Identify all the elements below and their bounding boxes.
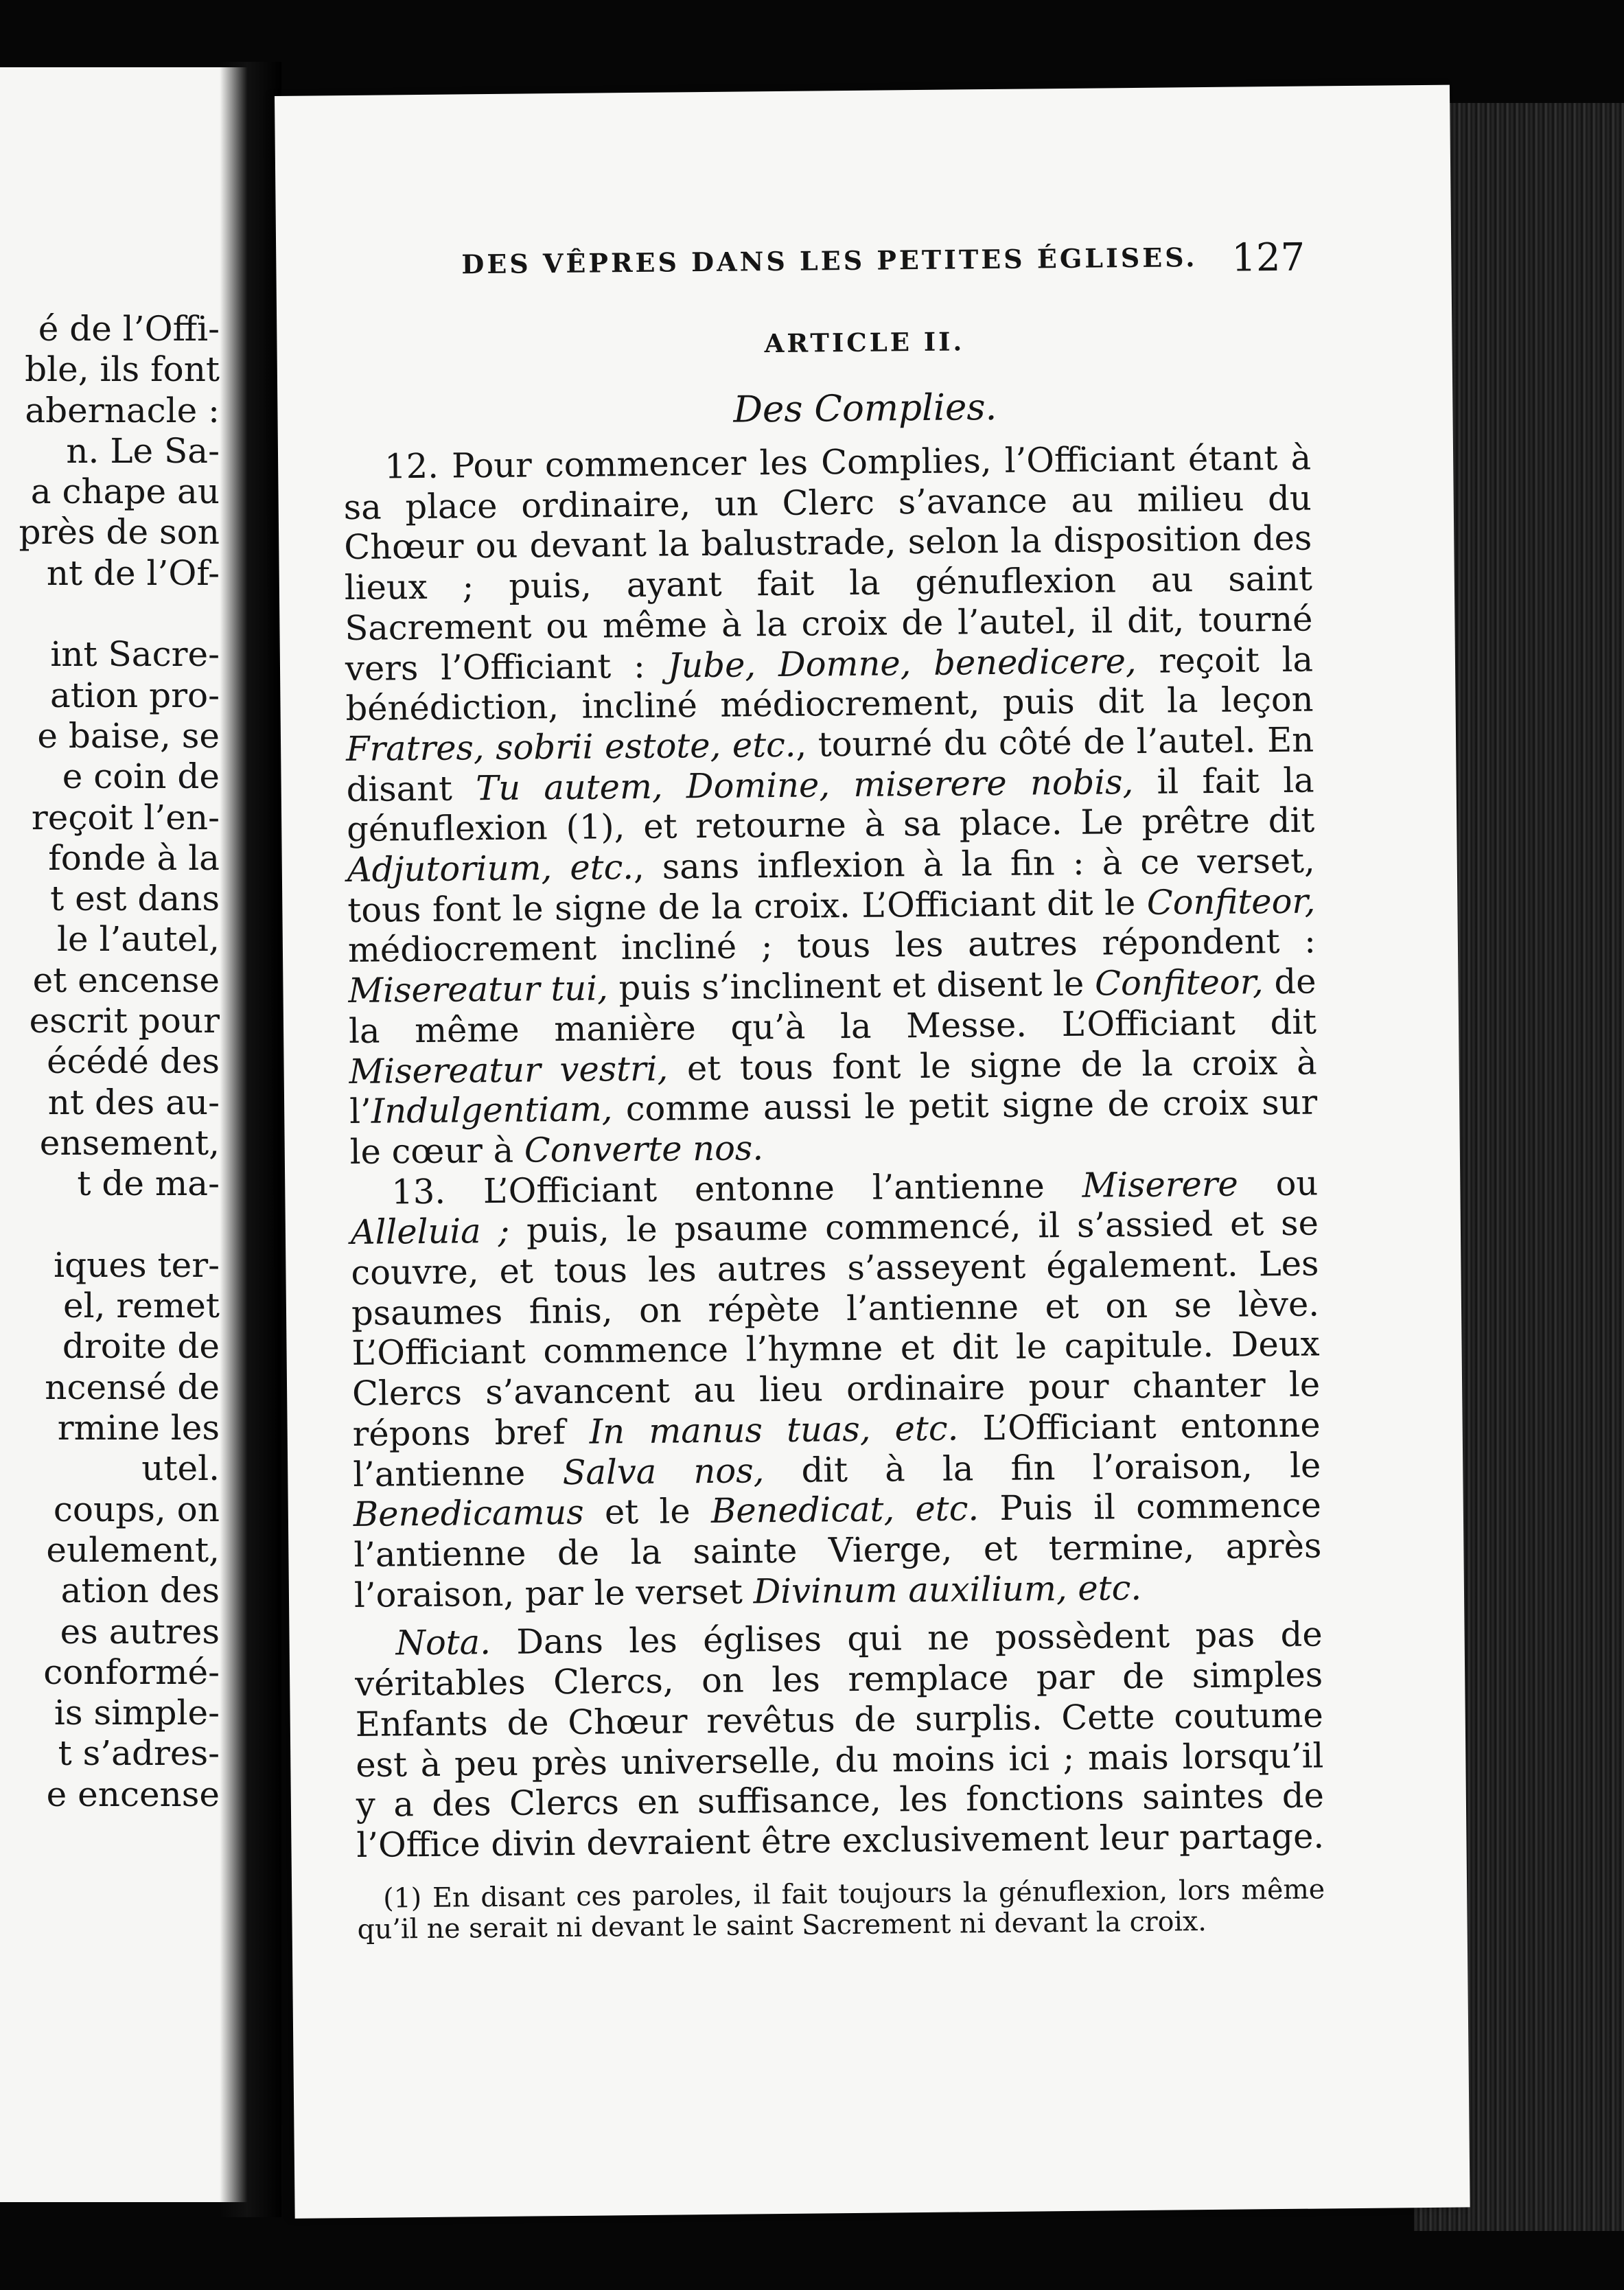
- page-number: 127: [1231, 235, 1306, 281]
- left-page-line: abernacle :: [25, 390, 220, 430]
- left-page-line: escrit pour: [29, 1001, 220, 1041]
- left-page-line: é de l’Offi-: [38, 309, 220, 349]
- paragraph-12: 12. Pour commencer les Complies, l’Officiant étant à sa place ordinaire, un Clerc s’avance au milieu du Chœur ou devant la balustrade, selon la disposition des lieux ; puis, ayant fait la génuflexion au saint Sacrement ou même à la croix de l’autel, il dit, tourné vers l’Officiant : Jube, Domne, benedicere, reçoit la bénédiction, incliné médiocrement, puis dit la leçon Fratres, sobrii estote, etc., tourné du côté de l’autel. En disant Tu autem, Domine, miserere nobis, il fait la génuflexion (1), et retourne à sa place. Le prêtre dit Adjutorium, etc., sans inflexion à la fin : à ce verset, tous font le signe de la croix. L’Officiant dit le Confiteor, médiocrement incliné ; tous les autres répondent : Misereatur tui, puis s’inclinent et disent le Confiteor, de la même manière qu’à la Messe. L’Officiant dit Misereatur vestri, et tous font le signe de la croix à l’Indulgentiam, comme aussi le petit signe de croix sur le cœur à Converte nos.: [343, 437, 1318, 1172]
- left-page-line: [19, 1205, 220, 1245]
- left-page-line: t de ma-: [77, 1164, 220, 1204]
- left-page-line: rmine les: [57, 1408, 220, 1448]
- left-page-line: a chape au: [30, 472, 220, 512]
- right-page: [275, 85, 1470, 2219]
- book-gutter: [220, 62, 281, 2217]
- left-page-line: conformé-: [43, 1652, 220, 1692]
- left-page-line: int Sacre-: [50, 634, 220, 675]
- left-page-line: et encense: [32, 960, 220, 1000]
- left-page-line: e encense: [46, 1774, 220, 1814]
- left-page-line: ensement,: [39, 1122, 220, 1163]
- left-page-text: [19, 309, 220, 1815]
- running-head: DES VÊPRES DANS LES PETITES ÉGLISES.: [461, 242, 1198, 280]
- left-page-line: el, remet: [63, 1286, 220, 1326]
- left-page-line: écédé des: [47, 1041, 220, 1082]
- left-page-line: ation pro-: [50, 675, 220, 715]
- left-page-line: nt de l’Of-: [46, 553, 220, 593]
- left-page-line: t est dans: [50, 879, 220, 919]
- left-page-line: droite de: [62, 1326, 220, 1367]
- left-page-line: utel.: [141, 1448, 220, 1489]
- left-page-line: e coin de: [62, 756, 220, 797]
- left-page-line: fonde à la: [48, 837, 220, 878]
- nota-paragraph: Nota. Dans les églises qui ne possèdent pas de véritables Clercs, on les remplace par de simples Enfants de Chœur revêtus de surplis. Cette coutume est à peu près universelle, du moins ici ; mais lorsqu’il y a des Clercs en suffisance, les fonctions saintes de l’Office divin devraient être exclusivement leur partage.: [354, 1614, 1325, 1865]
- left-page-line: es autres: [60, 1611, 220, 1652]
- left-page-line: reçoit l’en-: [31, 797, 220, 837]
- left-page-line: près de son: [19, 512, 220, 553]
- left-page-line: n. Le Sa-: [66, 430, 220, 471]
- paragraph-13: 13. L’Officiant entonne l’antienne Miserere ou Alleluia ; puis, le psaume commencé, il s’assied et se couvre, et tous les autres s’asseyent également. Les psaumes finis, on répète l’antienne et on se lève. L’Officiant commence l’hymne et dit le capitule. Deux Clercs s’avancent au lieu ordinaire pour chanter le répons bref In manus tuas, etc. L’Officiant entonne l’antienne Salva nos, dit à la fin l’oraison, le Benedicamus et le Benedicat, etc. Puis il commence l’antienne de la sainte Vierge, et termine, après l’oraison, par le verset Divinum auxilium, etc.: [350, 1163, 1322, 1615]
- left-page-line: t s’adres-: [58, 1733, 220, 1774]
- body-text: [343, 438, 1325, 1866]
- left-page-line: coups, on: [53, 1489, 220, 1529]
- left-page-line: eulement,: [46, 1529, 220, 1570]
- footnote: (1) En disant ces paroles, il fait toujours la génuflexion, lors même qu’il ne serait ni devant le saint Sacrement ni devant la croix.: [357, 1873, 1325, 1945]
- nota-label: Nota.: [395, 1622, 491, 1663]
- section-title: Des Complies.: [733, 386, 997, 431]
- left-page-line: ncensé de: [45, 1367, 220, 1407]
- left-page-line: iques ter-: [54, 1245, 220, 1285]
- article-heading: ARTICLE II.: [764, 326, 965, 359]
- left-page: [0, 67, 253, 2202]
- left-page-line: [19, 594, 220, 634]
- left-page-line: ation des: [60, 1571, 220, 1611]
- left-page-line: le l’autel,: [57, 919, 220, 960]
- left-page-line: is simple-: [54, 1693, 220, 1733]
- left-page-line: e baise, se: [37, 715, 220, 756]
- left-page-line: nt des au-: [47, 1082, 220, 1122]
- left-page-line: ble, ils font: [25, 349, 220, 390]
